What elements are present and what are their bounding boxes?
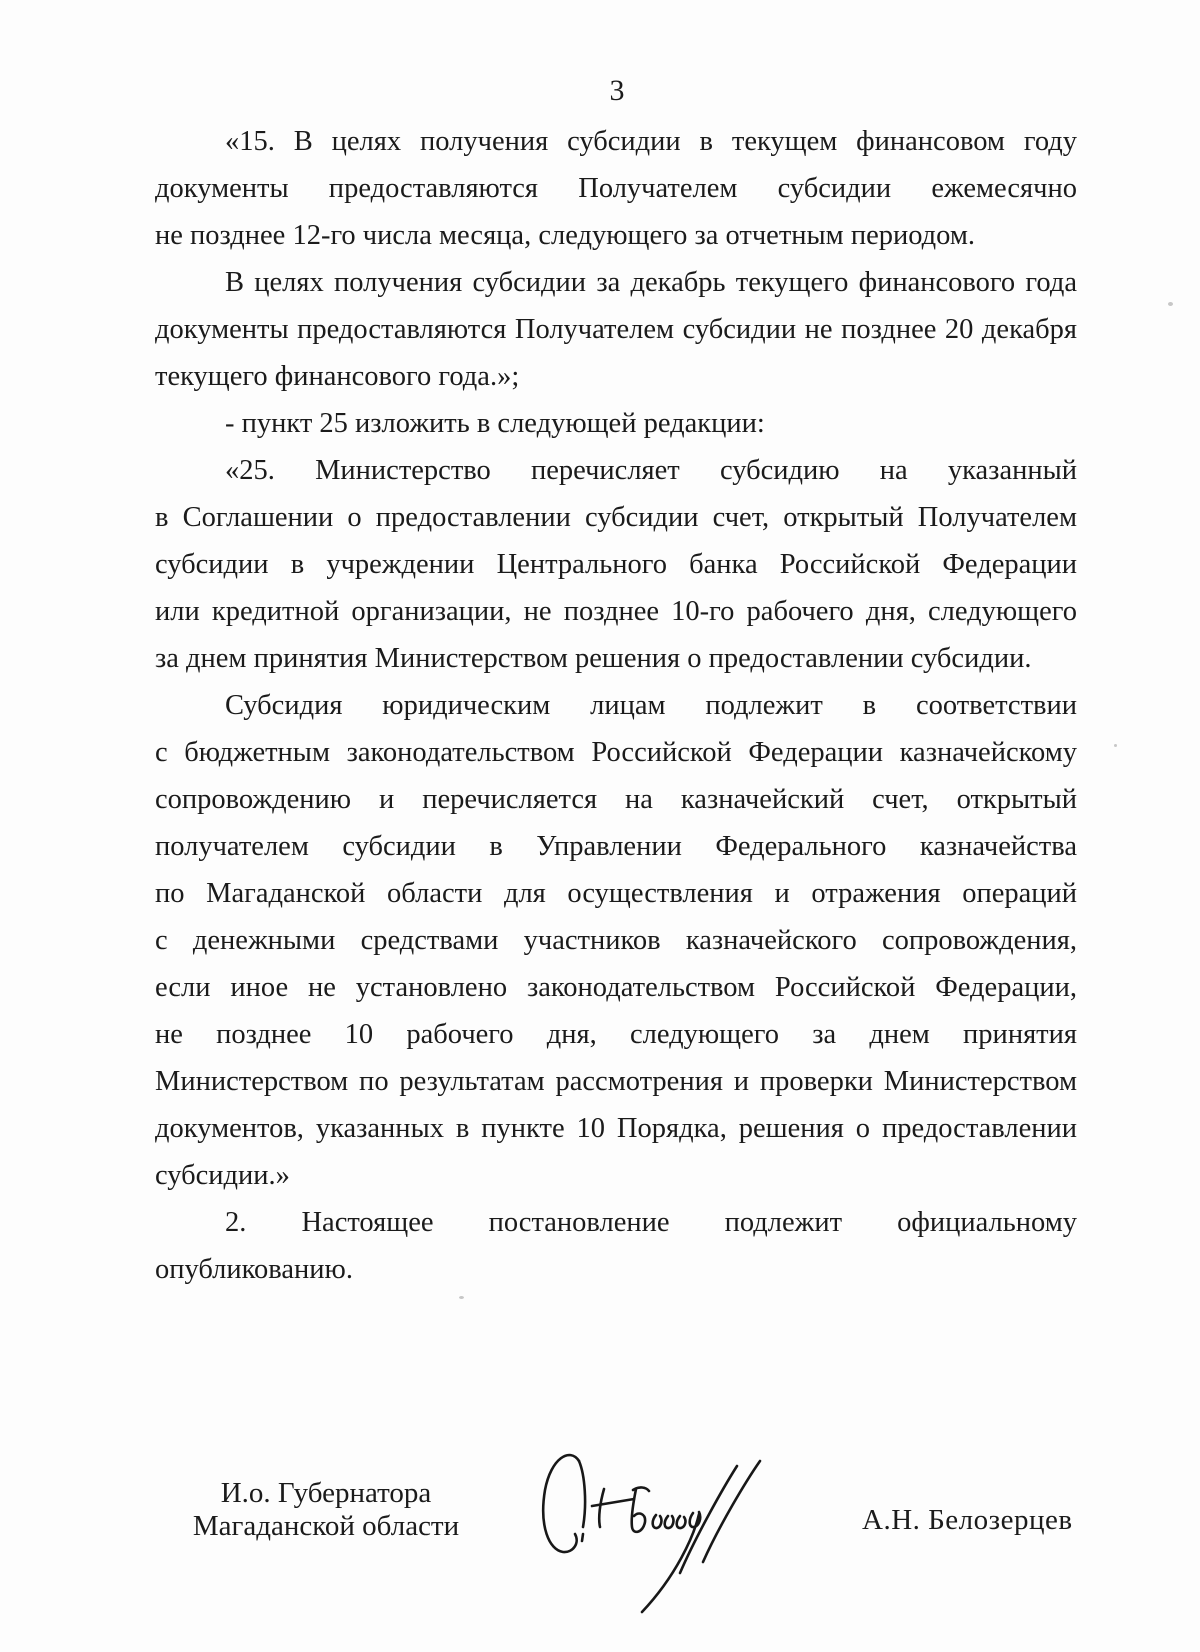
text-line: документы предоставляются Получателем субсидии ежемесячно [155, 173, 1077, 204]
text-line: документов, указанных в пункте 10 Порядка, решения о предоставлении [155, 1113, 1077, 1144]
text-line: 2. Настоящее постановление подлежит официальному [225, 1207, 1077, 1238]
text-line: текущего финансового года.»; [155, 361, 520, 392]
text-line: Министерством по результатам рассмотрения и проверки Министерством [155, 1066, 1077, 1097]
text-line: опубликованию. [155, 1254, 353, 1285]
text-line: Субсидия юридическим лицам подлежит в соответствии [225, 690, 1077, 721]
text-line: с бюджетным законодательством Российской Федерации казначейскому [155, 737, 1077, 768]
signatory-title-line1: И.о. Губернатора [220, 1477, 432, 1509]
paragraph [155, 1199, 1077, 1293]
text-line: не позднее 10 рабочего дня, следующего за днем принятия [155, 1019, 1077, 1050]
text-line: В целях получения субсидии за декабрь текущего финансового года [225, 267, 1077, 298]
text-line: субсидии в учреждении Центрального банка Российской Федерации [155, 549, 1077, 580]
text-line: «25. Министерство перечисляет субсидию на указанный [225, 455, 1077, 486]
paragraph [155, 118, 1077, 259]
signatory-name: А.Н. Белозерцев [862, 1504, 1073, 1536]
paragraph [155, 682, 1077, 1199]
paragraph [155, 259, 1077, 400]
text-line: документы предоставляются Получателем субсидии не позднее 20 декабря [155, 314, 1077, 345]
text-line: получателем субсидии в Управлении Федерального казначейства [155, 831, 1077, 862]
text-line: не позднее 12-го числа месяца, следующего за отчетным периодом. [155, 220, 976, 251]
text-line: за днем принятия Министерством решения о предоставлении субсидии. [155, 643, 1032, 674]
text-line: сопровождению и перечисляется на казначейский счет, открытый [155, 784, 1077, 815]
page-number: 3 [609, 74, 626, 107]
scan-artifact [1168, 302, 1173, 306]
text-line: или кредитной организации, не позднее 10-го рабочего дня, следующего [155, 596, 1077, 627]
text-line: если иное не установлено законодательством Российской Федерации, [155, 972, 1077, 1003]
document-body [155, 118, 1077, 1293]
text-line: с денежными средствами участников казначейского сопровождения, [155, 925, 1077, 956]
text-line: в Соглашении о предоставлении субсидии счет, открытый Получателем [155, 502, 1077, 533]
text-line: «15. В целях получения субсидии в текущем финансовом году [225, 126, 1077, 157]
text-line: - пункт 25 изложить в следующей редакции: [225, 408, 765, 439]
paragraph [155, 447, 1077, 682]
text-line: по Магаданской области для осуществления и отражения операций [155, 878, 1077, 909]
scan-artifact [459, 1296, 464, 1299]
scan-artifact [1114, 744, 1117, 747]
signatory-title-line2: Магаданской области [192, 1510, 460, 1542]
text-line: субсидии.» [155, 1160, 290, 1191]
signatory-title [158, 1477, 494, 1543]
handwritten-signature-icon [500, 1378, 800, 1648]
paragraph [155, 400, 1077, 447]
